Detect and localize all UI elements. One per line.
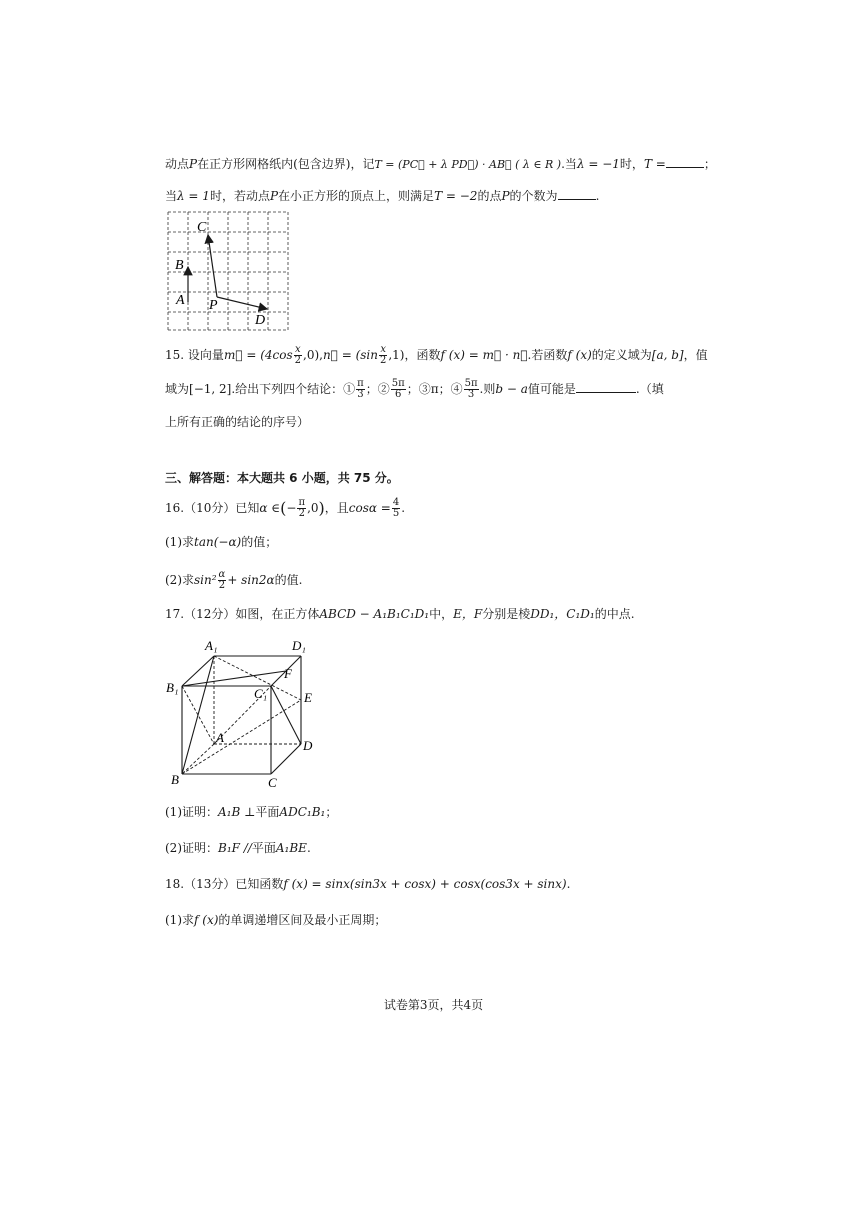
- line-c1d: [271, 686, 301, 744]
- text: (2)证明：: [165, 841, 218, 855]
- text: (1)求: [165, 913, 194, 927]
- q17-head: [165, 606, 635, 622]
- domain-interval: [a, b]: [651, 348, 684, 362]
- text: 的点: [477, 189, 502, 203]
- text: ,0: [307, 501, 319, 515]
- edge-names: DD₁，C₁D₁: [530, 607, 595, 621]
- denominator: 2: [294, 355, 301, 366]
- q14-line2: [165, 188, 599, 204]
- page-number: 试卷第3页，共4页: [383, 998, 484, 1012]
- var-p: P: [501, 189, 510, 203]
- text: ，函数: [404, 348, 441, 362]
- text: 域为: [165, 382, 190, 396]
- numerator: 5π: [391, 378, 405, 389]
- expr: A₁B ⊥: [218, 805, 256, 819]
- text: .则: [479, 382, 496, 396]
- text: ；③π；④: [406, 382, 463, 396]
- label-a: A: [216, 730, 224, 745]
- text: 的中点.: [594, 607, 635, 621]
- text: 平面: [251, 841, 276, 855]
- q14-line1: [165, 156, 716, 173]
- numerator: π: [357, 378, 364, 389]
- denominator: 3: [467, 389, 475, 400]
- minus: −: [286, 501, 297, 515]
- denominator: 2: [218, 580, 226, 591]
- answer-blank[interactable]: [666, 156, 704, 168]
- label-c1: C₁: [254, 686, 268, 701]
- question-number: 15.: [165, 348, 185, 362]
- vector-n: n⃗ = (sin: [322, 348, 378, 362]
- edge-b1a1: [182, 656, 214, 686]
- text: .: [566, 877, 571, 891]
- label-d: D: [303, 738, 313, 753]
- text: 中，: [429, 607, 454, 621]
- text: ,1): [388, 348, 405, 362]
- cos-alpha: cosα =: [348, 501, 391, 515]
- points-ef: E，F: [453, 607, 483, 621]
- text: 值可能是: [527, 382, 576, 396]
- text: 的定义域为: [591, 348, 652, 362]
- text: (1)求: [165, 535, 194, 549]
- lambda-value: λ = −1: [576, 157, 620, 171]
- alpha-in: α ∈: [259, 501, 281, 515]
- vector-pc: [208, 235, 217, 297]
- line-a1b: [182, 656, 214, 774]
- text: 的值.: [274, 573, 303, 587]
- grid-vector-figure: [167, 211, 291, 333]
- numerator: π: [298, 497, 306, 508]
- condition: T = −2: [434, 189, 478, 203]
- label-f: F: [284, 666, 292, 681]
- line-be: [182, 700, 301, 774]
- text: .当: [561, 157, 577, 171]
- text: 16.（10分）已知: [165, 501, 260, 515]
- vector-pd: [217, 297, 267, 309]
- label-b: B: [175, 258, 184, 273]
- text: 的个数为: [509, 189, 558, 203]
- text: 17.（12分）如图，在正方体: [165, 607, 320, 621]
- text: ，值: [683, 348, 708, 362]
- numerator: x: [294, 344, 301, 355]
- text: ，且: [324, 501, 349, 515]
- q16-part1: [165, 534, 277, 550]
- plane-name: A₁BE: [275, 841, 307, 855]
- q18-head: [165, 876, 570, 892]
- q15-line2: [165, 378, 664, 400]
- text: .: [401, 501, 406, 515]
- range-interval: [−1, 2]: [189, 382, 232, 396]
- text: ；: [325, 805, 338, 819]
- denominator: 5: [392, 508, 400, 519]
- text: 设向量: [187, 348, 224, 362]
- label-p: P: [209, 298, 218, 313]
- q18-part1: [165, 912, 386, 928]
- fraction-x-2: [294, 345, 302, 366]
- text: 动点: [165, 157, 190, 171]
- denominator: 2: [298, 508, 305, 519]
- text: 平面: [255, 805, 280, 819]
- text: (2)求: [165, 573, 194, 587]
- expr: B₁F //: [218, 841, 252, 855]
- var-t: T =: [643, 157, 666, 171]
- text: 时，: [619, 157, 644, 171]
- option-1-fraction: [356, 379, 365, 400]
- line-b1f: [182, 671, 286, 686]
- label-a: A: [176, 293, 185, 308]
- denominator: 2: [379, 355, 387, 366]
- text: .给出下列四个结论：①: [231, 382, 356, 396]
- fraction-x-2: [379, 345, 387, 366]
- label-d1: D₁: [292, 638, 306, 653]
- q15-line1: [165, 344, 708, 366]
- fraction-alpha-2: [218, 570, 227, 591]
- vector-m: m⃗ = (4cos: [223, 348, 293, 362]
- sin2alpha: + sin2α: [227, 573, 275, 587]
- label-c: C: [197, 220, 207, 235]
- text: ,0),: [303, 348, 323, 362]
- option-2-fraction: [391, 379, 406, 400]
- fraction-4-5: [392, 498, 400, 519]
- numerator: α: [218, 569, 226, 580]
- text: 在正方形网格纸内(包含边界)，记: [197, 157, 375, 171]
- label-a1: A₁: [205, 638, 218, 653]
- numerator: 4: [392, 497, 400, 508]
- formula-t: T = (PC⃗ + λ PD⃗) · AB⃗ ( λ ∈ R ): [374, 158, 562, 171]
- text: ；②: [365, 382, 390, 396]
- text: .: [306, 841, 311, 855]
- text: .若函数: [527, 348, 568, 362]
- function-f: f (x) = m⃗ · n⃗: [440, 348, 528, 362]
- numerator: 5π: [464, 378, 478, 389]
- var-p: P: [189, 157, 198, 171]
- function-f: f (x): [194, 913, 219, 927]
- q17-part1: [165, 804, 337, 820]
- paren-left: (: [280, 498, 287, 518]
- text: ；: [703, 157, 716, 171]
- q15-line3: [165, 414, 309, 430]
- function-f: f (x) = sinx(sin3x + cosx) + cosx(cos3x + sinx): [283, 877, 567, 891]
- edge-ab: [182, 744, 214, 774]
- answer-blank[interactable]: [558, 188, 596, 200]
- paren-right: ): [318, 498, 325, 518]
- text: 18.（13分）已知函数: [165, 877, 284, 891]
- var-p: P: [269, 189, 279, 203]
- text: .: [595, 189, 600, 203]
- label-c: C: [268, 775, 277, 788]
- q17-part2: [165, 840, 311, 856]
- label-d: D: [255, 313, 266, 328]
- grid-lines: [168, 212, 288, 330]
- sin-squared: sin²: [194, 573, 217, 587]
- cube-figure: [165, 636, 330, 788]
- text: 的值；: [241, 535, 278, 549]
- text: 的单调递增区间及最小正周期；: [218, 913, 387, 927]
- text: (1)证明：: [165, 805, 218, 819]
- denominator: 3: [357, 389, 364, 400]
- plane-name: ADC₁B₁: [279, 805, 326, 819]
- label-e: E: [304, 690, 312, 705]
- label-b1: B₁: [166, 680, 179, 695]
- q16-head: [165, 496, 405, 521]
- function-f: f (x): [567, 348, 592, 362]
- lambda-value: λ = 1: [177, 189, 210, 203]
- text: 在小正方形的顶点上，则满足: [278, 189, 435, 203]
- denominator: 6: [395, 389, 402, 400]
- section-title: 三、解答题：本大题共 6 小题，共 75 分。: [165, 471, 399, 485]
- numerator: x: [380, 344, 386, 355]
- text: 时，若动点: [209, 189, 270, 203]
- text: .（填: [635, 382, 664, 396]
- section-3-header: [165, 470, 399, 486]
- page-footer: [0, 996, 867, 1013]
- fraction-pi-2: [297, 498, 306, 519]
- tan-expr: tan(−α): [194, 535, 242, 549]
- cube-name: ABCD − A₁B₁C₁D₁: [319, 607, 430, 621]
- text: 当: [165, 189, 178, 203]
- q16-part2: [165, 568, 302, 592]
- edge-dc: [271, 744, 301, 774]
- label-b: B: [171, 772, 179, 787]
- expr-b-minus-a: b − a: [495, 382, 528, 396]
- answer-blank[interactable]: [576, 381, 636, 393]
- option-4-fraction: [464, 379, 479, 400]
- text: 上所有正确的结论的序号）: [165, 415, 310, 429]
- text: 分别是棱: [482, 607, 531, 621]
